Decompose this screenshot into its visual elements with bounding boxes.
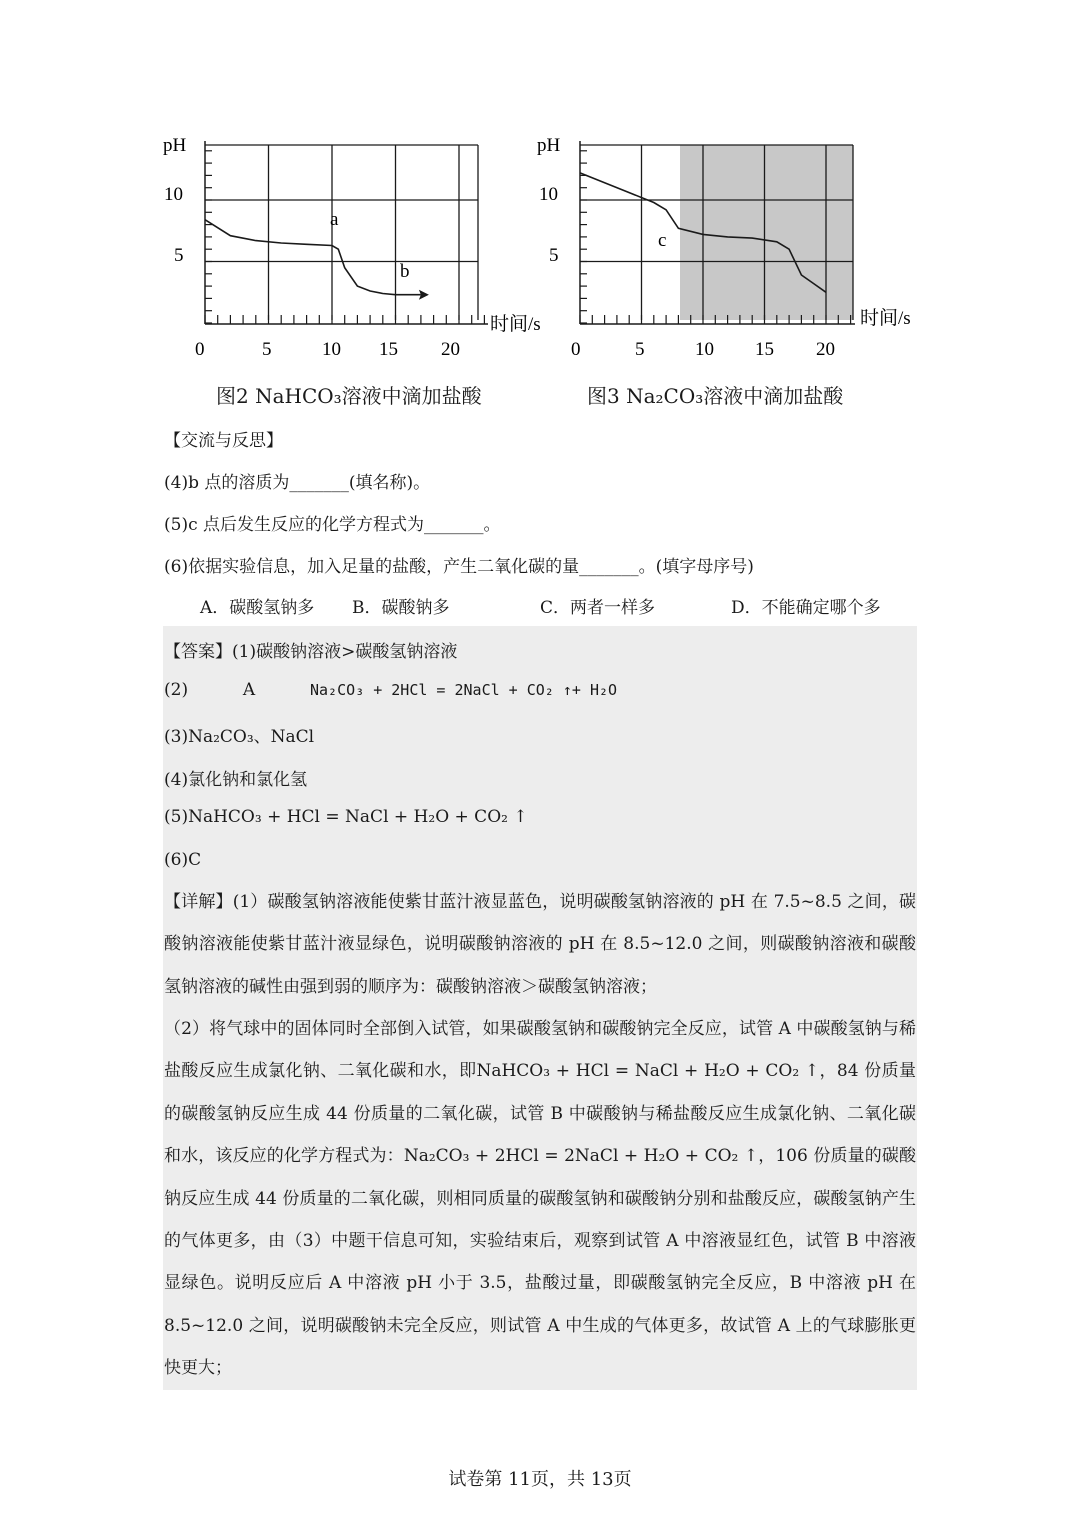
x-tick-15: 15 (755, 339, 774, 360)
x-tick-15: 15 (379, 339, 398, 360)
answer-2-letter: A (242, 680, 256, 700)
figure-3-chart (527, 125, 927, 365)
detail-paragraph-1: 【详解】(1）碳酸氢钠溶液能使紫甘蓝汁液显蓝色，说明碳酸氢钠溶液的 pH 在 7.5~8.5 之间，碳酸钠溶液能使紫甘蓝汁液显绿色，说明碳酸钠溶液的 pH 在 8.5~12.0 之间，则碳酸钠溶液和碳酸氢钠溶液的碱性由强到弱的顺序为：碳酸钠溶液＞碳酸氢钠溶液； (164, 892, 916, 997)
figure-3-caption: 图3 Na₂CO₃溶液中滴加盐酸 (587, 384, 844, 408)
annotation-c: c (658, 230, 667, 251)
y-tick-5: 5 (174, 245, 184, 266)
answer-2 (164, 680, 617, 700)
question-5: (5)c 点后发生反应的化学方程式为_______。 (164, 515, 501, 535)
x-tick-0: 0 (571, 339, 581, 360)
page-footer: 试卷第 11页，共 13页 (448, 1469, 632, 1490)
shaded-region (680, 145, 853, 320)
x-axis-label: 时间/s (490, 314, 541, 335)
answer-2-equation: Na₂CO₃ + 2HCl = 2NaCl + CO₂ ↑+ H₂O (310, 681, 618, 699)
answer-6: (6)C (164, 850, 202, 870)
annotation-b: b (400, 261, 410, 282)
x-tick-10: 10 (695, 339, 714, 360)
option-a: A．碳酸氢钠多 (200, 598, 315, 618)
answer-2-number: (2) (164, 680, 189, 700)
detail-paragraph-2: （2）将气球中的固体同时全部倒入试管，如果碳酸氢钠和碳酸钠完全反应，试管 A 中碳酸氢钠与稀盐酸反应生成氯化钠、二氧化碳和水，即NaHCO₃ + HCl = NaCl + H₂O + CO₂ ↑，84 份质量的碳酸氢钠反应生成 44 份质量的二氧化碳，试管 B 中碳酸钠与稀盐酸反应生成氯化钠、二氧化碳和水，该反应的化学方程式为：Na₂CO₃ + 2HCl = 2NaCl + H₂O + CO₂ ↑，106 份质量的碳酸钠反应生成 44 份质量的二氧化碳，则相同质量的碳酸氢钠和碳酸钠分别和盐酸反应，碳酸氢钠产生的气体更多，由（3）中题干信息可知，实验结束后，观察到试管 A 中溶液显红色，试管 B 中溶液显绿色。说明反应后 A 中溶液 pH 小于 3.5，盐酸过量，即碳酸氢钠完全反应，B 中溶液 pH 在 8.5~12.0 之间，说明碳酸钠未完全反应，则试管 A 中生成的气体更多，故试管 A 上的气球膨胀更快更大； (164, 1019, 917, 1379)
figure-2-chart (150, 125, 550, 365)
answer-1: 【答案】(1)碳酸钠溶液>碳酸氢钠溶液 (164, 642, 458, 662)
ph-curve-nahco3 (205, 220, 421, 295)
question-4: (4)b 点的溶质为_______(填名称)。 (164, 473, 431, 493)
annotation-a: a (330, 209, 339, 230)
y-tick-5: 5 (549, 245, 559, 266)
answer-3: (3)Na₂CO₃、NaCl (164, 727, 315, 747)
figure-2-caption: 图2 NaHCO₃溶液中滴加盐酸 (216, 384, 482, 408)
y-axis-label: pH (537, 135, 561, 156)
answer-4: (4)氯化钠和氯化氢 (164, 770, 308, 790)
option-c: C．两者一样多 (540, 598, 656, 618)
x-axis-label: 时间/s (860, 308, 911, 329)
y-tick-10: 10 (164, 184, 183, 205)
x-tick-5: 5 (262, 339, 272, 360)
x-tick-20: 20 (441, 339, 460, 360)
x-tick-5: 5 (635, 339, 645, 360)
option-d: D．不能确定哪个多 (731, 598, 881, 618)
y-tick-10: 10 (539, 184, 558, 205)
x-tick-20: 20 (816, 339, 835, 360)
question-6: (6)依据实验信息，加入足量的盐酸，产生二氧化碳的量_______。(填字母序号) (164, 557, 754, 577)
y-axis-label: pH (163, 135, 187, 156)
chart-axes (205, 141, 488, 324)
answer-5: (5)NaHCO₃ + HCl = NaCl + H₂O + CO₂ ↑ (164, 807, 528, 827)
option-b: B．碳酸钠多 (352, 598, 450, 618)
section-title: 【交流与反思】 (164, 431, 283, 451)
x-tick-0: 0 (195, 339, 205, 360)
x-tick-10: 10 (322, 339, 341, 360)
chart-grid (205, 145, 478, 320)
